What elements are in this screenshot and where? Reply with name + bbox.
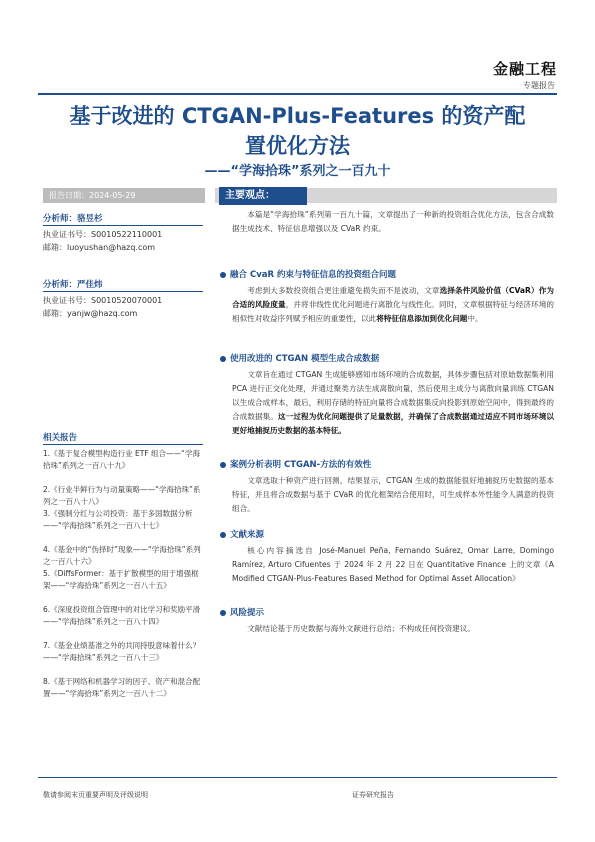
brand-subtitle: 专题报告 bbox=[523, 81, 555, 90]
analyst-email[interactable]: 邮箱：luoyushan@hazq.com bbox=[43, 243, 156, 252]
section-paragraph: 考虑到大多数投资组合更注重避免损失而不是波动，文章选择条件风险价值（CVaR）作为合适的风险度量，并将非线性优化问题进行离散化与线性化。同时，文章根据特征与经济环境的相似性对收益序列赋予相应的重要性，以此将特征信息添加到优化问题中。 bbox=[232, 286, 555, 323]
analyst-divider bbox=[43, 291, 203, 292]
analyst-name: 分析师：严佳炜 bbox=[43, 280, 103, 290]
report-title-line2: 置优化方法 bbox=[245, 134, 350, 158]
related-report-item[interactable]: 3.《强制分红与公司投资：基于多国数据分析——“学海拾珠”系列之一百八十七》 bbox=[43, 509, 193, 530]
report-series: ——“学海拾珠”系列之一百九十 bbox=[204, 164, 391, 179]
section-paragraph: 核心内容摘选自 José-Manuel Peña, Fernando Suárez, Omar Larre, Domingo Ramírez, Arturo Cifuentes 于 2024 年 2 月 22 日在 Quantitative Finance 上的文章《A Modified CTGAN-Plus-Features Based Method for Optimal Asset Allocation》 bbox=[232, 546, 554, 583]
report-date: 报告日期：2024-05-29 bbox=[43, 188, 205, 203]
section-heading: 文献来源 bbox=[220, 528, 264, 540]
footer-disclaimer: 敬请参阅末页重要声明及评级说明 bbox=[43, 791, 148, 799]
analyst-email[interactable]: 邮箱：yanjw@hazq.com bbox=[43, 309, 138, 318]
header-divider bbox=[38, 93, 557, 95]
report-title-line1: 基于改进的 CTGAN-Plus-Features 的资产配 bbox=[69, 104, 526, 128]
section-paragraph: 文章旨在通过 CTGAN 生成能够感知市场环境的合成数据，具体步骤包括对原始数据集利用 PCA 进行正交化处理，并通过聚类方法生成离散向量，然后使用主成分与离散向量训练 CTGAN 以生成合成样本，最后，利用存储的特征向量将合成数据集反向投影到原始空间中，得到最终的合成数据集。这一过程为优化问题提供了足量数据，并确保了合成数据通过适应不同市场环境以更好地捕捉历史数据的基本特征。 bbox=[232, 370, 555, 435]
footer-divider bbox=[38, 777, 557, 778]
related-report-item[interactable]: 2.《行业半鲜行为与动量策略——“学海拾珠”系列之一百八十八》 bbox=[43, 485, 201, 506]
section-paragraph: 文献结论基于历史数据与海外文献进行总结；不构成任何投资建议。 bbox=[247, 624, 475, 633]
analyst-cert: 执业证书号：S0010522110001 bbox=[43, 230, 163, 239]
related-report-item[interactable]: 6.《深度投资组合管理中的对比学习和奖励平滑——“学海拾珠”系列之一百八十四》 bbox=[43, 605, 201, 626]
bullet-icon bbox=[220, 532, 226, 538]
bullet-icon bbox=[220, 356, 226, 362]
bullet-icon bbox=[220, 610, 226, 616]
section-heading: 案例分析表明 CTGAN-方法的有效性 bbox=[220, 458, 371, 470]
section-paragraph: 文章选取十种资产进行回测，结果显示，CTGAN 生成的数据能很好地捕捉历史数据的基本特征，并且将合成数据与基于 CVaR 的优化框架结合使用时，可生成样本外性能令人满意的投资组合。 bbox=[232, 476, 554, 513]
related-report-item[interactable]: 8.《基于网络和机器学习的因子、资产和混合配置——“学海拾珠”系列之一百八十二》 bbox=[43, 677, 201, 698]
analyst-cert: 执业证书号：S0010520070001 bbox=[43, 296, 163, 305]
bullet-icon bbox=[220, 462, 226, 468]
related-report-item[interactable]: 7.《基金业绩基准之外的共同持股意味着什么？——“学海拾珠”系列之一百八十三》 bbox=[43, 641, 201, 662]
section-heading: 风险提示 bbox=[220, 606, 264, 618]
intro-paragraph: 本篇是“学海拾珠”系列第一百九十篇，文章提出了一种新的投资组合优化方法，包含合成数据生成技术、特征信息增强以及 CVaR 约束。 bbox=[232, 210, 554, 233]
related-reports-divider bbox=[43, 444, 203, 445]
main-points-label: 主要观点： bbox=[219, 187, 307, 205]
footer-report-type: 证券研究报告 bbox=[352, 791, 394, 799]
related-reports-title: 相关报告 bbox=[43, 433, 78, 443]
section-heading: 使用改进的 CTGAN 模型生成合成数据 bbox=[220, 352, 379, 364]
analyst-divider bbox=[43, 225, 203, 226]
analyst-name: 分析师：骆昱杉 bbox=[43, 214, 103, 224]
related-report-item[interactable]: 1.《基于复合模型构造行业 ETF 组合——“学海拾珠”系列之一百八十九》 bbox=[43, 449, 200, 470]
bullet-icon bbox=[220, 272, 226, 278]
related-report-item[interactable]: 4.《基金中的“伪择时”现象——“学海拾珠”系列之一百八十六》 bbox=[43, 545, 201, 566]
related-report-item[interactable]: 5.《DiffsFormer：基于扩散模型的用于增强框架——“学海拾珠”系列之一百八十五》 bbox=[43, 569, 199, 590]
brand-title: 金融工程 bbox=[492, 60, 557, 78]
section-heading: 融合 CvaR 约束与特征信息的投资组合问题 bbox=[220, 268, 396, 280]
